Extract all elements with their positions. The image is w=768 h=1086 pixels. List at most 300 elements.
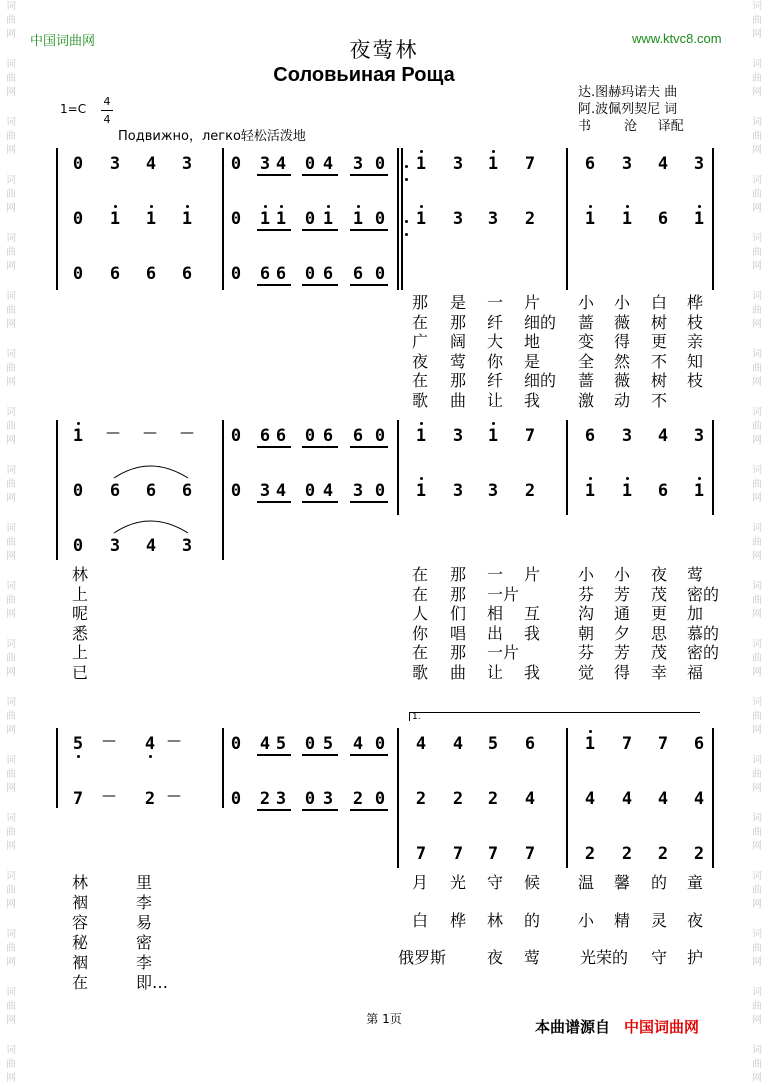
lyric-s2: 在 — [412, 584, 429, 604]
note-s1-r1: 1 — [487, 154, 499, 174]
note-s2-r2: 2 — [524, 481, 536, 501]
repeat-dot — [405, 233, 408, 236]
lyric-s3-left: 即… — [136, 973, 169, 992]
note-s1-r2: 2 — [524, 209, 536, 229]
note-s2-r2: 6 — [657, 481, 669, 501]
octave-dot — [327, 205, 330, 208]
lyric-s2: 一片 — [487, 643, 520, 662]
watermark-text: 词 曲 网 — [752, 987, 762, 1026]
lyric-s3: 守 — [651, 948, 668, 967]
lyric-s3: 莺 — [524, 948, 541, 967]
octave-dot — [589, 477, 592, 480]
octave-dot — [264, 205, 267, 208]
lyric-s1: 大 — [487, 332, 504, 351]
note-s2-r1: 6 — [352, 426, 364, 446]
lyric-s3: 温 — [578, 873, 595, 892]
lyric-s2: 芳 — [614, 584, 631, 604]
note-s1-r2: 6 — [657, 209, 669, 229]
watermark-text: 词 曲 网 — [6, 233, 16, 272]
lyric-s1: 白 — [651, 293, 668, 312]
beam-underline — [302, 174, 338, 176]
note-s3-r3: 2 — [584, 844, 596, 864]
beam-underline — [350, 754, 388, 756]
tie-slur — [112, 515, 192, 535]
sustain-dash: — — [180, 425, 194, 441]
note-s3-r2: 4 — [584, 789, 596, 809]
barline — [397, 420, 399, 515]
watermark-text: 词 曲 网 — [752, 407, 762, 446]
lyric-s2: 芳 — [614, 643, 631, 662]
note-s1-r2: 0 — [374, 209, 386, 229]
lyric-s1: 曲 — [450, 390, 467, 410]
note-s3-r3: 7 — [452, 844, 464, 864]
watermark-text: 词 曲 网 — [6, 639, 16, 678]
lyric-s1: 知 — [687, 351, 704, 371]
lyric-s2: 人 — [412, 604, 429, 623]
lyric-s1: 你 — [487, 351, 504, 371]
note-s3-r1: 6 — [693, 734, 705, 754]
lyric-s1: 小 — [578, 293, 595, 312]
barline — [712, 728, 714, 868]
lyric-s2: 通 — [614, 604, 631, 623]
lyric-s2: 一片 — [487, 584, 520, 604]
note-s3-r1: 4 — [415, 734, 427, 754]
note-s2-r1: 0 — [374, 426, 386, 446]
lyric-s2: 茂 — [651, 584, 668, 604]
note-s3-r2: 4 — [524, 789, 536, 809]
note-s3-r2: 3 — [275, 789, 287, 809]
lyric-s1: 地 — [524, 332, 541, 351]
lyric-s1: 树 — [651, 371, 668, 390]
note-s1-r1: 7 — [524, 154, 536, 174]
credit-translator: 书 沧 译配 — [578, 119, 684, 134]
lyric-s2: 芬 — [578, 584, 595, 604]
octave-dot — [357, 205, 360, 208]
barline — [566, 148, 568, 290]
note-s2-r2: 3 — [259, 481, 271, 501]
barline — [566, 728, 568, 868]
lyric-s3: 馨 — [614, 873, 631, 892]
beam-underline — [350, 284, 388, 286]
watermark-text: 词 曲 网 — [752, 59, 762, 98]
lyric-s1: 那 — [450, 312, 467, 332]
volta-label: 1. — [412, 712, 421, 722]
lyric-s3-left: 裀 — [71, 953, 88, 972]
lyric-s2: 我 — [524, 623, 541, 643]
watermark-text: 词 曲 网 — [6, 755, 16, 794]
note-s3-r2: 2 — [415, 789, 427, 809]
lyric-s2-left: 呢 — [71, 604, 88, 623]
footer-brand[interactable]: 中国词曲网 — [624, 1018, 700, 1036]
lyric-s2: 在 — [412, 565, 429, 584]
note-s3-r2: 3 — [322, 789, 334, 809]
note-s3-r1: 4 — [144, 734, 156, 754]
lyric-s2: 密的 — [687, 584, 720, 604]
lyric-s1: 不 — [651, 390, 668, 410]
watermark-text: 词 曲 网 — [752, 523, 762, 562]
lyric-s1: 然 — [614, 351, 631, 371]
repeat-dot — [405, 220, 408, 223]
lyric-s1: 枝 — [687, 312, 704, 332]
lyric-s1: 小 — [614, 293, 631, 312]
beam-underline — [350, 229, 388, 231]
note-s3-r2: 2 — [452, 789, 464, 809]
beam-underline — [257, 174, 291, 176]
note-s1-r2: 1 — [584, 209, 596, 229]
note-s1-r2: 0 — [230, 209, 242, 229]
watermark-text: 词 曲 网 — [6, 697, 16, 736]
lyric-s3-left: 裀 — [71, 893, 88, 912]
site-url-right[interactable]: www.ktvc8.com — [632, 31, 722, 46]
note-s1-r1: 4 — [275, 154, 287, 174]
lyric-s3: 白 — [412, 911, 429, 930]
lyric-s2: 出 — [487, 623, 504, 643]
lyric-s2: 加 — [687, 604, 704, 623]
note-s2-r1: 0 — [304, 426, 316, 446]
lyric-s3-left: 李 — [136, 893, 153, 912]
note-s3-r2: 2 — [259, 789, 271, 809]
sustain-dash: — — [167, 733, 181, 749]
note-s1-r1: 6 — [584, 154, 596, 174]
beam-underline — [257, 809, 291, 811]
watermark-text: 词 曲 网 — [752, 929, 762, 968]
watermark-text: 词 曲 网 — [752, 639, 762, 678]
lyric-s2: 那 — [450, 565, 467, 584]
lyric-s1: 蔷 — [578, 312, 595, 332]
note-s2-r2: 6 — [145, 481, 157, 501]
note-s3-r1: 7 — [657, 734, 669, 754]
note-s3-r1: 5 — [72, 734, 84, 754]
lyric-s2: 思 — [651, 623, 668, 643]
beam-underline — [350, 174, 388, 176]
song-title-russian: Соловьиная Роща — [273, 64, 455, 86]
note-s3-r2: 0 — [230, 789, 242, 809]
octave-dot — [420, 150, 423, 153]
barline — [222, 148, 224, 290]
lyric-s2: 夜 — [651, 565, 668, 584]
lyric-s2: 福 — [687, 662, 704, 682]
octave-dot — [698, 205, 701, 208]
lyric-s2: 小 — [578, 565, 595, 584]
note-s3-r3: 7 — [524, 844, 536, 864]
watermark-text: 词 曲 网 — [6, 523, 16, 562]
lyric-s3-left: 李 — [136, 953, 153, 972]
watermark-text: 词 曲 网 — [752, 233, 762, 272]
lyric-s1: 莺 — [450, 351, 467, 371]
lyric-s3: 灵 — [651, 911, 668, 930]
note-s1-r3: 0 — [72, 264, 84, 284]
lyric-s2: 密的 — [687, 643, 720, 662]
lyric-s1: 全 — [578, 351, 595, 371]
lyric-s2: 茂 — [651, 643, 668, 662]
note-s2-r1: 3 — [693, 426, 705, 446]
beam-underline — [257, 229, 291, 231]
lyric-s1: 夜 — [412, 351, 429, 371]
lyric-s2: 让 — [487, 662, 504, 682]
barline — [397, 728, 399, 868]
lyric-s1: 片 — [524, 293, 541, 312]
note-s2-r2: 0 — [230, 481, 242, 501]
note-s2-r1: 6 — [259, 426, 271, 446]
note-s2-r2: 6 — [109, 481, 121, 501]
beam-underline — [257, 446, 291, 448]
note-s2-r2: 0 — [374, 481, 386, 501]
lyric-s1: 在 — [412, 371, 429, 390]
lyric-s3-left: 易 — [136, 913, 153, 932]
note-s3-r1: 0 — [374, 734, 386, 754]
lyric-s3-left: 在 — [71, 973, 88, 992]
watermark-text: 词 曲 网 — [6, 813, 16, 852]
lyric-s2: 莺 — [687, 565, 704, 584]
note-s3-r1: 4 — [452, 734, 464, 754]
note-s2-r3: 4 — [145, 536, 157, 556]
lyric-s2: 那 — [450, 584, 467, 604]
lyric-s2: 歌 — [412, 662, 429, 682]
lyric-s3-left: 林 — [71, 873, 88, 892]
note-s3-r2: 4 — [693, 789, 705, 809]
watermark-text: 词 曲 网 — [6, 175, 16, 214]
note-s2-r1: 1 — [487, 426, 499, 446]
lyric-s1: 是 — [450, 293, 467, 312]
note-s2-r1: 0 — [230, 426, 242, 446]
lyric-s1: 枝 — [687, 371, 704, 390]
note-s1-r1: 4 — [145, 154, 157, 174]
note-s1-r3: 0 — [374, 264, 386, 284]
barline — [56, 148, 58, 290]
lyric-s1: 纤 — [487, 371, 504, 390]
lyric-s3: 夜 — [487, 948, 504, 967]
barline — [712, 420, 714, 515]
lyric-s2: 互 — [524, 604, 541, 623]
lyric-s2-left: 已 — [71, 662, 88, 682]
watermark-text: 词 曲 网 — [752, 1045, 762, 1084]
note-s1-r3: 6 — [181, 264, 193, 284]
note-s1-r2: 1 — [109, 209, 121, 229]
credit-lyricist: 阿.波佩列契尼 词 — [578, 102, 678, 117]
watermark-text: 词 曲 网 — [752, 1, 762, 40]
note-s1-r2: 3 — [487, 209, 499, 229]
note-s2-r2: 3 — [352, 481, 364, 501]
repeat-dot — [405, 178, 408, 181]
lyric-s1: 桦 — [687, 293, 704, 312]
lyric-s3: 护 — [687, 948, 704, 967]
barline — [566, 420, 568, 515]
note-s2-r1: 6 — [584, 426, 596, 446]
lyric-s2: 你 — [412, 623, 429, 643]
beam-underline — [257, 501, 291, 503]
lyric-s2: 我 — [524, 662, 541, 682]
watermark-text: 词 曲 网 — [752, 175, 762, 214]
note-s2-r1: 7 — [524, 426, 536, 446]
lyric-s2: 芬 — [578, 643, 595, 662]
note-s1-r2: 1 — [181, 209, 193, 229]
lyric-s2: 慕的 — [687, 623, 720, 643]
note-s1-r3: 0 — [230, 264, 242, 284]
lyric-s1: 动 — [614, 390, 631, 410]
lyric-s2: 小 — [614, 565, 631, 584]
watermark-text: 词 曲 网 — [6, 987, 16, 1026]
lyric-s2: 沟 — [578, 604, 595, 623]
note-s2-r2: 4 — [275, 481, 287, 501]
watermark-text: 词 曲 网 — [6, 465, 16, 504]
note-s3-r2: 2 — [144, 789, 156, 809]
lyric-s2: 一 — [487, 565, 504, 584]
note-s1-r3: 6 — [275, 264, 287, 284]
note-s2-r1: 3 — [621, 426, 633, 446]
watermark-text: 词 曲 网 — [6, 291, 16, 330]
watermark-text: 词 曲 网 — [752, 581, 762, 620]
lyric-s1: 纤 — [487, 312, 504, 332]
note-s1-r2: 1 — [322, 209, 334, 229]
lyric-s2: 曲 — [450, 662, 467, 682]
note-s2-r1: 3 — [452, 426, 464, 446]
octave-dot — [626, 205, 629, 208]
note-s1-r2: 1 — [275, 209, 287, 229]
key-signature: 1=C — [60, 102, 87, 116]
note-s2-r2: 1 — [584, 481, 596, 501]
lyric-s1: 薇 — [614, 312, 631, 332]
note-s2-r2: 4 — [322, 481, 334, 501]
lyric-s3: 光荣的 — [580, 948, 629, 967]
lyric-s2-left: 林 — [71, 565, 88, 584]
lyric-s2-left: 上 — [71, 584, 88, 604]
watermark-text: 词 曲 网 — [6, 59, 16, 98]
note-s3-r1: 4 — [259, 734, 271, 754]
note-s3-r1: 4 — [352, 734, 364, 754]
footer-source — [535, 1016, 699, 1037]
watermark-text: 词 曲 网 — [6, 1, 16, 40]
lyric-s2: 在 — [412, 643, 429, 662]
lyric-s3-left: 容 — [71, 913, 88, 932]
lyric-s1: 在 — [412, 312, 429, 332]
lyric-s1: 一 — [487, 293, 504, 312]
note-s3-r2: 2 — [487, 789, 499, 809]
tempo-marking: Подвижно，легко轻松活泼地 — [118, 129, 306, 144]
beam-underline — [302, 446, 338, 448]
barline — [397, 148, 399, 290]
note-s3-r2: 7 — [72, 789, 84, 809]
song-title-chinese: 夜莺林 — [349, 38, 419, 62]
watermark-text: 词 曲 网 — [6, 349, 16, 388]
watermark-text: 词 曲 网 — [752, 871, 762, 910]
beam-underline — [257, 754, 291, 756]
lyric-s2: 夕 — [614, 623, 631, 643]
barline — [56, 420, 58, 560]
lyric-s2: 片 — [524, 565, 541, 584]
note-s1-r3: 0 — [304, 264, 316, 284]
lyric-s1: 细的 — [524, 312, 557, 332]
lyric-s1: 蔷 — [578, 371, 595, 390]
watermark-text: 词 曲 网 — [752, 291, 762, 330]
barline — [712, 148, 714, 290]
note-s3-r3: 7 — [487, 844, 499, 864]
octave-dot — [492, 422, 495, 425]
note-s1-r3: 6 — [109, 264, 121, 284]
beam-underline — [302, 501, 338, 503]
lyric-s1: 更 — [651, 332, 668, 351]
lyric-s2: 朝 — [578, 623, 595, 643]
note-s1-r1: 0 — [72, 154, 84, 174]
lyric-s1: 得 — [614, 332, 631, 351]
octave-dot — [280, 205, 283, 208]
note-s3-r3: 2 — [657, 844, 669, 864]
watermark-text: 词 曲 网 — [6, 407, 16, 446]
octave-dot — [420, 477, 423, 480]
note-s1-r3: 6 — [259, 264, 271, 284]
watermark-text: 词 曲 网 — [6, 871, 16, 910]
beam-underline — [302, 754, 338, 756]
octave-dot — [420, 422, 423, 425]
note-s1-r1: 4 — [657, 154, 669, 174]
repeat-dot — [405, 165, 408, 168]
lyric-s3-left: 密 — [136, 933, 153, 952]
note-s2-r1: 1 — [415, 426, 427, 446]
lyric-s1: 亲 — [687, 332, 704, 351]
watermark-text: 词 曲 网 — [6, 929, 16, 968]
beam-underline — [350, 501, 388, 503]
note-s1-r1: 3 — [259, 154, 271, 174]
note-s3-r1: 6 — [524, 734, 536, 754]
lyric-s2-left: 上 — [71, 643, 88, 662]
lyric-s1: 树 — [651, 312, 668, 332]
note-s3-r2: 0 — [304, 789, 316, 809]
sustain-dash: — — [167, 788, 181, 804]
octave-dot — [589, 205, 592, 208]
note-s3-r1: 1 — [584, 734, 596, 754]
note-s3-r1: 0 — [230, 734, 242, 754]
tie-slur — [112, 460, 192, 480]
note-s1-r1: 0 — [230, 154, 242, 174]
note-s2-r2: 6 — [181, 481, 193, 501]
barline — [222, 728, 224, 808]
note-s3-r2: 0 — [374, 789, 386, 809]
note-s1-r1: 0 — [374, 154, 386, 174]
note-s2-r2: 1 — [415, 481, 427, 501]
watermark-text: 词 曲 网 — [752, 465, 762, 504]
lyric-s2: 相 — [487, 604, 504, 623]
site-name-left[interactable]: 中国词曲网 — [30, 34, 96, 49]
note-s1-r2: 0 — [304, 209, 316, 229]
watermark-text: 词 曲 网 — [6, 581, 16, 620]
note-s2-r1: 6 — [322, 426, 334, 446]
note-s1-r2: 1 — [352, 209, 364, 229]
note-s3-r1: 5 — [322, 734, 334, 754]
lyric-s3: 的 — [524, 911, 541, 930]
note-s1-r1: 3 — [181, 154, 193, 174]
note-s2-r1: 4 — [657, 426, 669, 446]
lyric-s3: 小 — [578, 911, 595, 930]
sustain-dash: — — [102, 733, 116, 749]
lyric-s2: 更 — [651, 604, 668, 623]
lyric-s2: 唱 — [450, 623, 467, 643]
note-s3-r2: 4 — [657, 789, 669, 809]
octave-dot — [626, 477, 629, 480]
note-s1-r1: 4 — [322, 154, 334, 174]
lyric-s3: 守 — [487, 873, 504, 892]
lyric-s3: 俄罗斯 — [398, 948, 447, 967]
octave-dot — [186, 205, 189, 208]
credit-composer: 达.图赫玛诺夫 曲 — [578, 85, 678, 100]
barline — [222, 420, 224, 560]
note-s2-r2: 0 — [304, 481, 316, 501]
note-s1-r1: 0 — [304, 154, 316, 174]
time-signature-bottom: 4 — [103, 113, 111, 126]
note-s3-r3: 2 — [621, 844, 633, 864]
sustain-dash: — — [143, 425, 157, 441]
octave-dot — [149, 755, 152, 758]
lyric-s3-left: 秘 — [71, 933, 88, 952]
octave-dot — [420, 205, 423, 208]
